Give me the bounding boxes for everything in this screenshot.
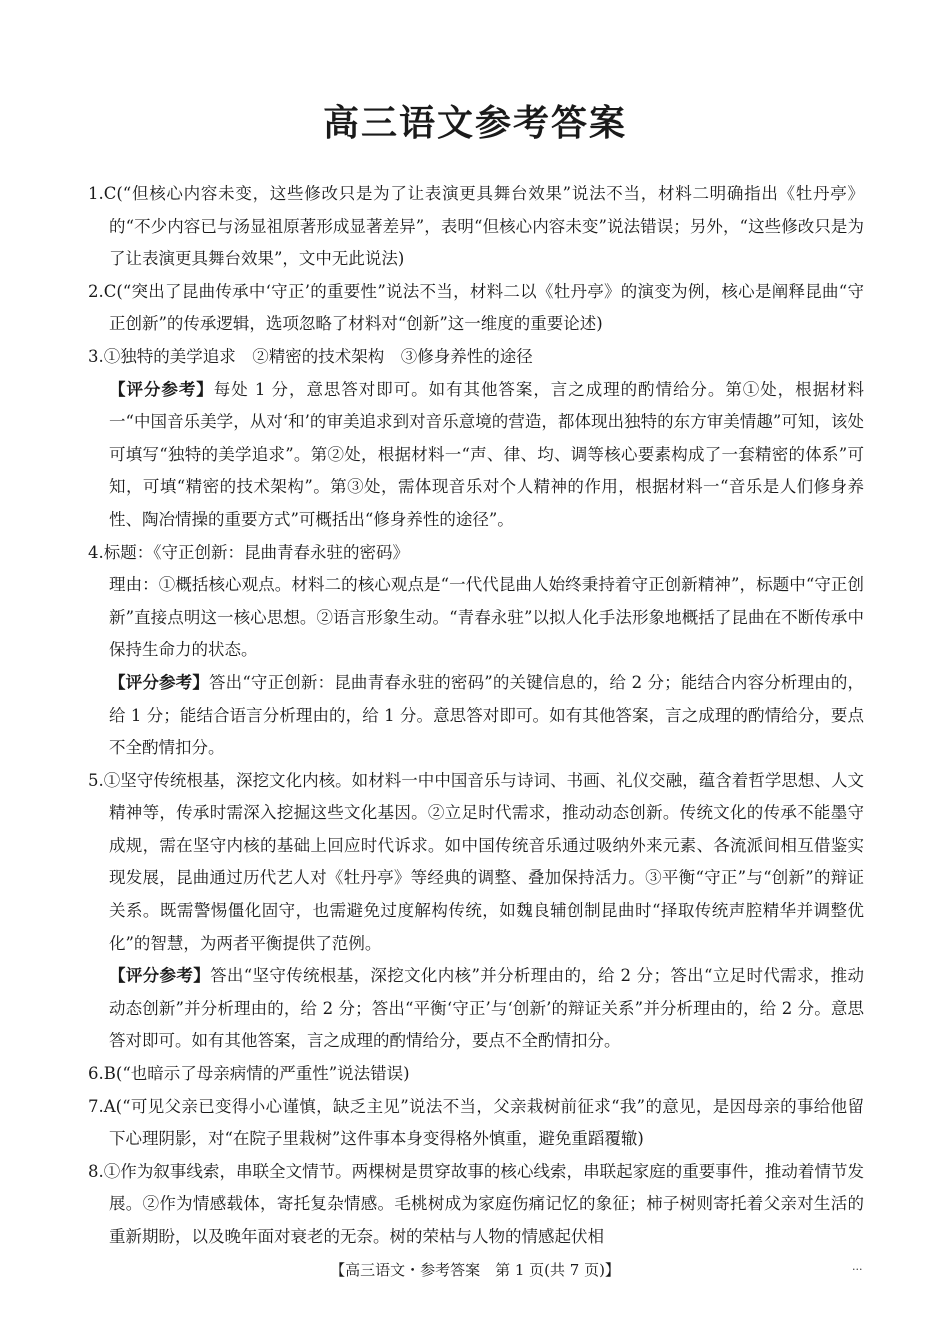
page-title: 高三语文参考答案 bbox=[322, 103, 627, 144]
answer-item-1 bbox=[88, 178, 864, 276]
answer-item-6 bbox=[88, 1058, 864, 1091]
item-text: A(“可见父亲已变得小心谨慎，缺乏主见”说法不当，父亲栽树前征求“我”的意见，是因母亲的事给他留下心理阴影，对“在院子里栽树”这件事本身变得格外慎重，避免重蹈覆辙) bbox=[103, 1096, 864, 1149]
item-text: C(“突出了昆曲传承中‘守正’的重要性”说法不当，材料二以《牡丹亭》的演变为例，核心是阐释昆曲“守正创新”的传承逻辑，选项忽略了材料对“创新”这一维度的重要论述) bbox=[103, 281, 864, 334]
item-text: ①坚守传统根基，深挖文化内核。如材料一中中国音乐与诗词、书画、礼仪交融，蕴含着哲学思想、人文精神等，传承时需深入挖掘这些文化基因。②立足时代需求，推动动态创新。传统文化的传承不能墨守成规，需在坚守内核的基础上回应时代诉求。如中国传统音乐通过吸纳外来元素、各流派间相互借鉴实现发展，昆曲通过历代艺人对《牡丹亭》等经典的调整、叠加保持活力。③平衡“守正”与“创新”的辩证关系。既需警惕僵化固守，也需避免过度解构传统，如魏良辅创制昆曲时“择取传统声腔精华并调整优化”的智慧，为两者平衡提供了范例。 bbox=[103, 770, 864, 953]
item-text: 标题：《守正创新：昆曲青春永驻的密码》 bbox=[103, 542, 409, 562]
answer-item-5 bbox=[88, 765, 864, 961]
scoring-note-5 bbox=[88, 960, 864, 1058]
item-number: 5. bbox=[88, 770, 104, 790]
item-number: 3. bbox=[88, 346, 104, 366]
page-footer: 【高三语文・参考答案 第 1 页(共 7 页)】 bbox=[330, 1261, 620, 1279]
scoring-note-4 bbox=[88, 667, 864, 765]
item-number: 6. bbox=[88, 1064, 104, 1084]
answer-item-8 bbox=[88, 1156, 864, 1254]
item-number: 7. bbox=[88, 1096, 104, 1116]
answer-item-3 bbox=[88, 341, 864, 374]
scoring-tag: 【评分参考】 bbox=[109, 379, 214, 399]
scoring-text: 答出“坚守传统根基，深挖文化内核”并分析理由的，给 2 分；答出“立足时代需求，推动动态创新”并分析理由的，给 2 分；答出“平衡‘守正’与‘创新’的辩证关系”并分析理由的，给 2 分。意思答对即可。如有其他答案，言之成理的酌情给分，要点不全酌情扣分。 bbox=[109, 966, 865, 1051]
scoring-text: 每处 1 分，意思答对即可。如有其他答案，言之成理的酌情给分。第①处，根据材料一“中国音乐美学，从对‘和’的审美追求到对音乐意境的营造，都体现出独特的东方审美情趣”可知，该处可填写“独特的美学追求”。第②处，根据材料一“声、律、均、调等核心要素构成了一套精密的体系”可知，可填“精密的技术架构”。第③处，需体现音乐对个人精神的作用，根据材料一“音乐是人们修身养性、陶冶情操的重要方式”可概括出“修身养性的途径”。 bbox=[109, 379, 865, 529]
answer-item-2 bbox=[88, 276, 864, 341]
corner-mark: ... bbox=[852, 1260, 863, 1273]
item-text: ①独特的美学追求 ②精密的技术架构 ③修身养性的途径 bbox=[103, 346, 533, 366]
scoring-tag: 【评分参考】 bbox=[109, 966, 211, 986]
answer-item-7 bbox=[88, 1091, 864, 1156]
item-text: 理由：①概括核心观点。材料二的核心观点是“一代代昆曲人始终秉持着守正创新精神”，标题中“守正创新”直接点明这一核心思想。②语言形象生动。“青春永驻”以拟人化手法形象地概括了昆曲在不断传承中保持生命力的状态。 bbox=[109, 575, 864, 660]
item-text: ①作为叙事线索，串联全文情节。两棵树是贯穿故事的核心线索，串联起家庭的重要事件，推动着情节发展。②作为情感载体，寄托复杂情感。毛桃树成为家庭伤痛记忆的象征；柿子树则寄托着父亲对生活的重新期盼，以及晚年面对衰老的无奈。树的荣枯与人物的情感起伏相 bbox=[103, 1161, 864, 1246]
scoring-tag: 【评分参考】 bbox=[109, 672, 209, 692]
item-text: B(“也暗示了母亲病情的严重性”说法错误) bbox=[103, 1064, 410, 1084]
item-text: C(“但核心内容未变，这些修改只是为了让表演更具舞台效果”说法不当，材料二明确指出《牡丹亭》的“不少内容已与汤显祖原著形成显著差异”，表明“但核心内容未变”说法错误；另外，“这些修改只是为了让表演更具舞台效果”，文中无此说法) bbox=[103, 184, 864, 269]
answer-item-4 bbox=[88, 537, 864, 570]
answer-body bbox=[88, 178, 864, 1254]
item-number: 2. bbox=[88, 281, 104, 301]
item-number: 1. bbox=[88, 184, 104, 203]
scoring-note-3 bbox=[88, 374, 864, 537]
item-number: 8. bbox=[88, 1161, 104, 1181]
item-number: 4. bbox=[88, 542, 104, 562]
scoring-text: 答出“守正创新：昆曲青春永驻的密码”的关键信息的，给 2 分；能结合内容分析理由的，给 1 分；能结合语言分析理由的，给 1 分。意思答对即可。如有其他答案，言之成理的酌情给分，要点不全酌情扣分。 bbox=[109, 672, 865, 758]
answer-item-4-reason bbox=[88, 569, 864, 667]
